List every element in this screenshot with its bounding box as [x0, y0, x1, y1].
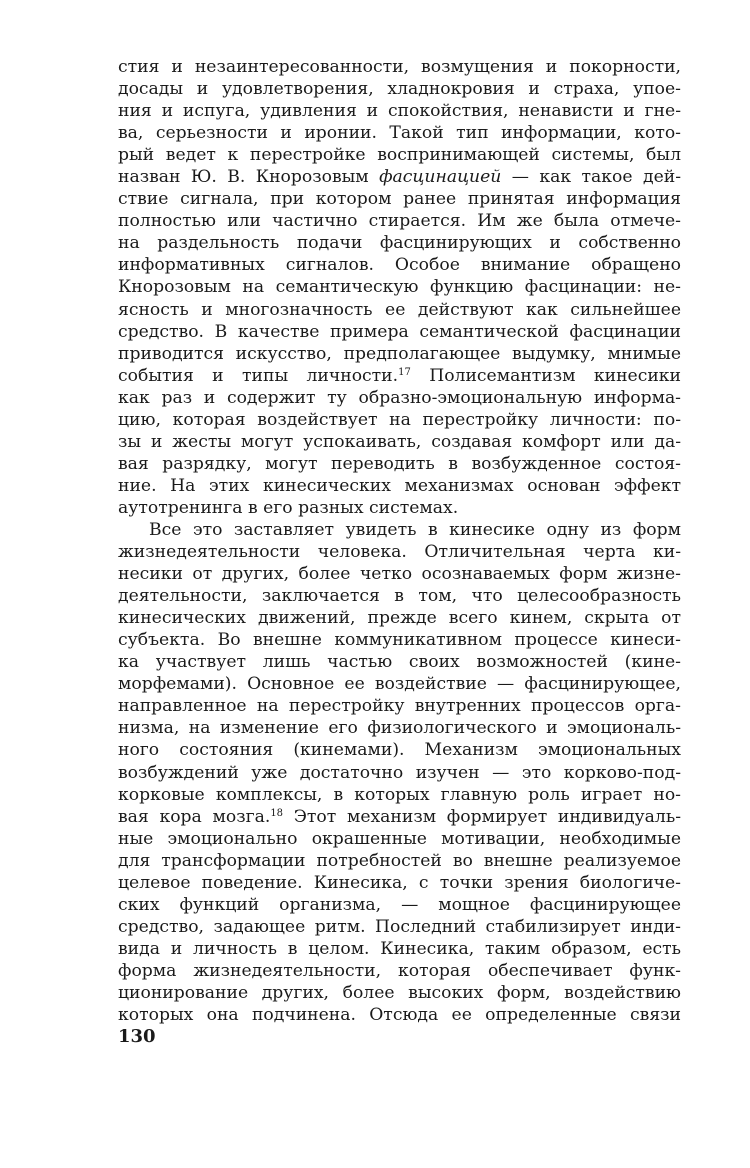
text-line: средство, задающее ритм. Последний стабилизирует инди- [118, 916, 681, 937]
text-fragment: Полисемантизм кинесики [410, 365, 681, 386]
text-line: ния и испуга, удивления и спокойствия, ненависти и гне- [118, 101, 681, 122]
text-line: для трансформации потребностей во внешне реализуемое [118, 850, 681, 871]
text-line: вида и личность в целом. Кинесика, таким образом, есть [118, 938, 681, 959]
text-line: форма жизнедеятельности, которая обеспечивает функ- [118, 960, 681, 981]
text-line: деятельности, заключается в том, что целесообразность [118, 586, 681, 607]
page-body [118, 56, 681, 1026]
text-fragment: назван Ю. В. Кнорозовым [118, 167, 380, 188]
text-line: ских функций организма, — мощное фасцинирующее [118, 894, 681, 915]
text-line: приводится искусство, предполагающее выдумку, мнимые [118, 343, 681, 364]
text-line: низма, на изменение его физиологического и эмоциональ- [118, 718, 681, 739]
text-fragment: Этот механизм формирует индивидуаль- [283, 806, 681, 827]
text-fragment: события и типы личности. [118, 365, 399, 386]
footnote-ref-18[interactable]: 18 [270, 807, 284, 819]
text-line: морфемами). Основное ее воздействие — фасцинирующее, [118, 674, 681, 695]
text-fragment: — как такое дей- [501, 167, 682, 188]
text-line: целевое поведение. Кинесика, с точки зрения биологиче- [118, 872, 681, 893]
text-line: стия и незаинтересованности, возмущения и покорности, [118, 57, 681, 77]
text-line: ние. На этих кинесических механизмах основан эффект [118, 475, 681, 496]
text-line: полностью или частично стирается. Им же была отмече- [118, 211, 681, 232]
text-fragment: вая кора мозга. [118, 806, 271, 827]
text-line: досады и удовлетворения, хладнокровия и страха, упое- [118, 79, 681, 100]
text-line: аутотренинга в его разных системах. [118, 497, 459, 518]
text-line: Все это заставляет увидеть в кинесике одну из форм [149, 519, 681, 540]
term-fascination: фасцинацией [379, 167, 502, 188]
text-line: как раз и содержит ту образно-эмоциональную информа- [118, 387, 681, 408]
paragraph-2 [118, 519, 681, 1026]
text-line: ционирование других, более высоких форм, воздействию [118, 982, 681, 1003]
text-line: субъекта. Во внешне коммуникативном процессе кинеси- [118, 630, 681, 651]
text-line [118, 806, 681, 828]
paragraph-1 [118, 56, 681, 519]
text-line: цию, которая воздействует на перестройку личности: по- [118, 409, 681, 430]
text-line: рый ведет к перестройке воспринимающей системы, был [118, 145, 681, 166]
text-line: информативных сигналов. Особое внимание обращено [118, 255, 681, 276]
text-line: ного состояния (кинемами). Механизм эмоциональных [118, 740, 681, 761]
text-line: корковые комплексы, в которых главную роль играет но- [118, 784, 681, 805]
text-line: Кнорозовым на семантическую функцию фасцинации: не- [118, 277, 681, 298]
text-line: направленное на перестройку внутренних процессов орга- [118, 696, 681, 717]
text-line: ва, серьезности и иронии. Такой тип информации, кото- [118, 123, 681, 144]
text-line: вая разрядку, могут переводить в возбужденное состоя- [118, 453, 681, 474]
text-line: зы и жесты могут успокаивать, создавая комфорт или да- [118, 431, 681, 452]
text-line: которых она подчинена. Отсюда ее определенные связи [118, 1005, 681, 1026]
text-line: ствие сигнала, при котором ранее принятая информация [118, 189, 681, 210]
text-line: на раздельность подачи фасцинирующих и собственно [118, 233, 681, 254]
text-line: возбуждений уже достаточно изучен — это корково-под- [118, 762, 681, 783]
text-line: ка участвует лишь частью своих возможностей (кине- [118, 652, 681, 673]
text-line: средство. В качестве примера семантической фасцинации [118, 321, 681, 342]
text-line: ные эмоционально окрашенные мотивации, необходимые [118, 828, 681, 849]
text-line [118, 365, 681, 387]
text-line: жизнедеятельности человека. Отличительная черта ки- [118, 542, 681, 563]
text-line [118, 166, 681, 188]
page-number: 130 [118, 1026, 156, 1047]
text-line: кинесических движений, прежде всего кинем, скрыта от [118, 608, 681, 629]
text-line: несики от других, более четко осознаваемых форм жизне- [118, 564, 681, 585]
text-line: ясность и многозначность ее действуют как сильнейшее [118, 299, 681, 320]
footnote-ref-17[interactable]: 17 [398, 366, 411, 378]
